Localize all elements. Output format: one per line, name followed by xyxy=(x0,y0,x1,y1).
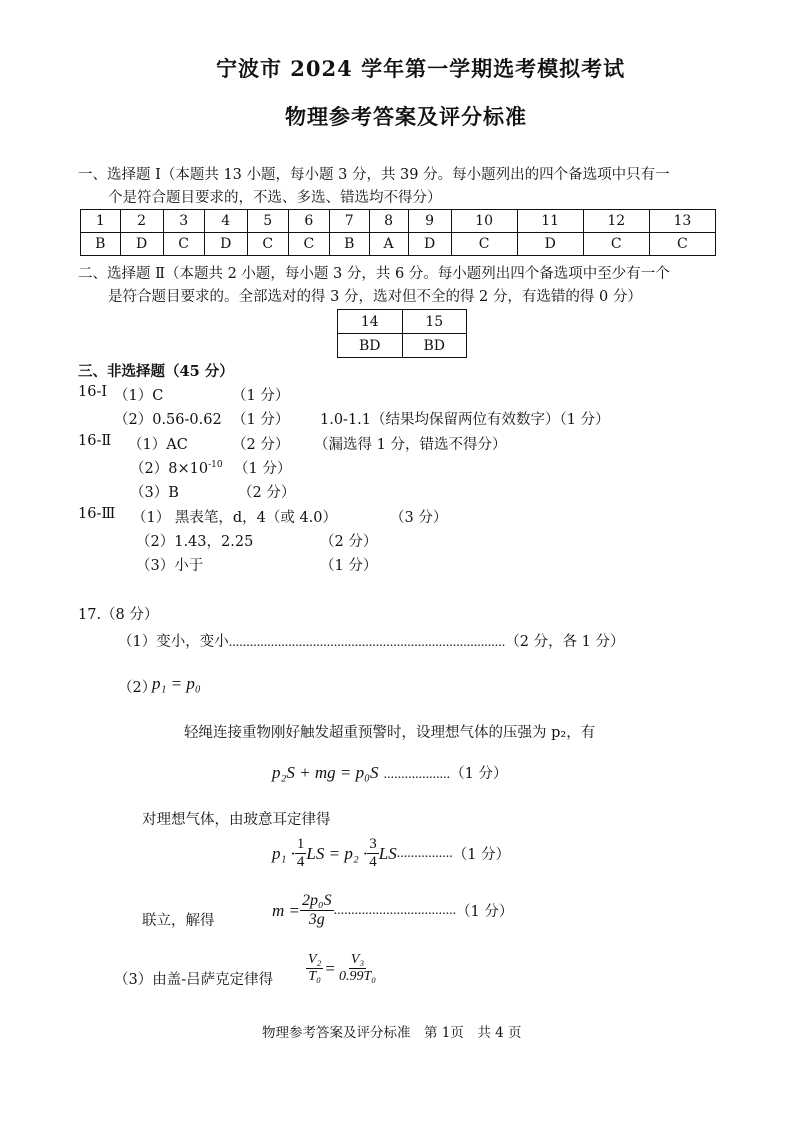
table-cell: 7 xyxy=(329,210,369,233)
table-cell: A xyxy=(369,233,408,256)
q17-part1-answer: （1）变小，变小 xyxy=(118,634,229,650)
fraction-numerator: 3 xyxy=(367,836,379,854)
q17-part1-dots: ............................................................................... xyxy=(228,635,506,650)
table-cell: 12 xyxy=(583,210,649,233)
table-cell: 3 xyxy=(163,210,204,233)
q16-3-label: 16-Ⅲ xyxy=(78,506,116,522)
q17-equation-2-dots: ................ xyxy=(396,845,453,861)
fraction-numerator: V₃ xyxy=(349,952,366,969)
table-cell: C xyxy=(583,233,649,256)
q16-2-answer-2-exponent: -10 xyxy=(208,460,223,471)
q17-equation-3-left: m = xyxy=(272,900,300,920)
table-row-answers xyxy=(81,233,716,256)
section1-answer-table xyxy=(80,209,716,256)
fraction-numerator: V₂ xyxy=(306,952,323,969)
table-cell: D xyxy=(408,233,451,256)
table-cell: C xyxy=(649,233,715,256)
q17-equation-2 xyxy=(272,836,510,872)
section2-instructions-line1: 二、选择题 Ⅱ（本题共 2 小题，每小题 3 分，共 6 分。每小题列出四个备选项中至少有一个 xyxy=(78,266,670,282)
q17-part3-text: （3）由盖-吕萨克定律得 xyxy=(114,972,274,988)
q16-1-extra: 1.0-1.1（结果均保留两位有效数字）（1 分） xyxy=(320,412,610,428)
q16-2-score-1: （2 分） xyxy=(232,437,290,453)
q16-2-answer-2-base: （2）8×10 xyxy=(130,461,209,477)
q17-equation-2-left: p₁ · xyxy=(272,843,295,863)
q17-equation-4-fraction-1 xyxy=(306,952,323,985)
table-cell: 4 xyxy=(204,210,247,233)
table-cell: C xyxy=(163,233,204,256)
table-cell: 11 xyxy=(517,210,583,233)
page-title: 宁波市 2024 学年第一学期选考模拟考试 xyxy=(216,56,626,81)
q16-2-label: 16-Ⅱ xyxy=(78,433,112,449)
table-row-numbers xyxy=(81,210,716,233)
q16-1-score-2: （1 分） xyxy=(232,412,290,428)
q17-equation-4-equals: = xyxy=(325,958,336,978)
table-cell: BD xyxy=(338,334,403,358)
q17-equation-4-fraction-2 xyxy=(337,952,378,985)
table-cell: 2 xyxy=(120,210,163,233)
fraction-denominator: 4 xyxy=(296,854,305,871)
table-cell: 9 xyxy=(408,210,451,233)
q17-equation-3-fraction xyxy=(300,892,334,930)
q16-1-answer-2: （2）0.56-0.62 xyxy=(114,412,222,428)
table-cell: 1 xyxy=(81,210,121,233)
q16-3-answer-2: （2）1.43，2.25 xyxy=(136,534,254,550)
q16-2-score-3: （2 分） xyxy=(238,485,296,501)
section3-heading: 三、非选择题（45 分） xyxy=(78,363,234,380)
q16-1-answer-1: （1）C xyxy=(114,388,164,404)
q17-equation-3-score: （1 分） xyxy=(456,904,514,921)
section2-answer-table xyxy=(337,309,467,358)
q17-equation-3 xyxy=(272,892,513,930)
q16-2-answer-1: （1）AC xyxy=(128,437,188,453)
q17-part1-score: （2 分，各 1 分） xyxy=(505,634,625,650)
q17-equation-2-score: （1 分） xyxy=(452,847,511,864)
q17-equation-4 xyxy=(306,952,378,985)
fraction-numerator: 2p₀S xyxy=(300,892,334,911)
q16-2-answer-2 xyxy=(130,457,223,478)
table-cell: D xyxy=(204,233,247,256)
q16-2-answer-3: （3）B xyxy=(130,485,179,501)
section2-instructions-line2: 是符合题目要求的。全部选对的得 3 分，选对但不全的得 2 分，有选错的得 0 分） xyxy=(108,289,642,305)
q17-equation-2-fraction-2 xyxy=(367,836,379,872)
table-cell: 14 xyxy=(338,310,403,334)
page-subtitle: 物理参考答案及评分标准 xyxy=(285,104,527,129)
fraction-denominator: 4 xyxy=(369,854,377,871)
table-cell: B xyxy=(81,233,121,256)
q16-2-note: （漏选得 1 分，错选不得分） xyxy=(314,437,507,453)
fraction-denominator: T₀ xyxy=(308,969,322,985)
q16-1-score-1: （1 分） xyxy=(232,388,290,404)
fraction-numerator: 1 xyxy=(295,836,307,854)
table-row-numbers xyxy=(338,310,467,334)
q17-equation-1-score: （1 分） xyxy=(450,766,508,782)
q17-equation-2-fraction-1 xyxy=(295,836,307,872)
q17-part1 xyxy=(118,630,625,651)
table-cell: 5 xyxy=(247,210,288,233)
table-row-answers xyxy=(338,334,467,358)
table-cell: 13 xyxy=(649,210,715,233)
table-cell: 6 xyxy=(288,210,329,233)
q17-solve-text: 联立，解得 xyxy=(142,913,215,929)
table-cell: C xyxy=(247,233,288,256)
q17-equation-1-dots: ................... xyxy=(383,767,451,782)
table-cell: 8 xyxy=(369,210,408,233)
page-footer: 物理参考答案及评分标准 第 1页 共 4 页 xyxy=(262,1025,522,1041)
section1-instructions-line1: 一、选择题 Ⅰ（本题共 13 小题，每小题 3 分，共 39 分。每小题列出的四个备选项中只有一 xyxy=(78,167,670,183)
q17-part2-label: （2） xyxy=(118,680,157,696)
q16-3-score-2: （2 分） xyxy=(320,534,378,550)
table-cell: 10 xyxy=(451,210,517,233)
q16-3-score-1: （3 分） xyxy=(390,510,448,526)
table-cell: BD xyxy=(402,334,467,358)
q17-equation-1-formula: p₂S + mg = p₀S xyxy=(272,763,379,782)
q16-1-label: 16-Ⅰ xyxy=(78,384,108,400)
q16-3-answer-3: （3）小于 xyxy=(136,558,204,574)
q17-boyle-text: 对理想气体，由玻意耳定律得 xyxy=(142,812,331,828)
table-cell: C xyxy=(288,233,329,256)
q17-heading: 17.（8 分） xyxy=(78,607,159,623)
q17-equation-1 xyxy=(272,762,507,783)
q16-2-score-2: （1 分） xyxy=(234,461,292,477)
table-cell: D xyxy=(517,233,583,256)
q16-3-answer-1: （1） 黑表笔，d，4（或 4.0） xyxy=(132,510,338,526)
q17-equation-2-right: LS xyxy=(378,843,397,863)
q17-equation-2-middle: LS = p₂ · xyxy=(306,843,368,863)
fraction-denominator: 3g xyxy=(308,911,325,929)
q17-part2-description: 轻绳连接重物刚好触发超重预警时，设理想气体的压强为 p₂，有 xyxy=(184,725,596,741)
table-cell: 15 xyxy=(402,310,467,334)
q17-part2-equation: p₁ = p₀ xyxy=(152,674,201,693)
table-cell: D xyxy=(120,233,163,256)
fraction-denominator: 0.99T₀ xyxy=(339,969,377,985)
table-cell: C xyxy=(451,233,517,256)
table-cell: B xyxy=(329,233,369,256)
section1-instructions-line2: 个是符合题目要求的，不选、多选、错选均不得分） xyxy=(108,190,442,206)
q16-3-score-3: （1 分） xyxy=(320,558,378,574)
q17-equation-3-dots: ................................... xyxy=(333,902,457,918)
